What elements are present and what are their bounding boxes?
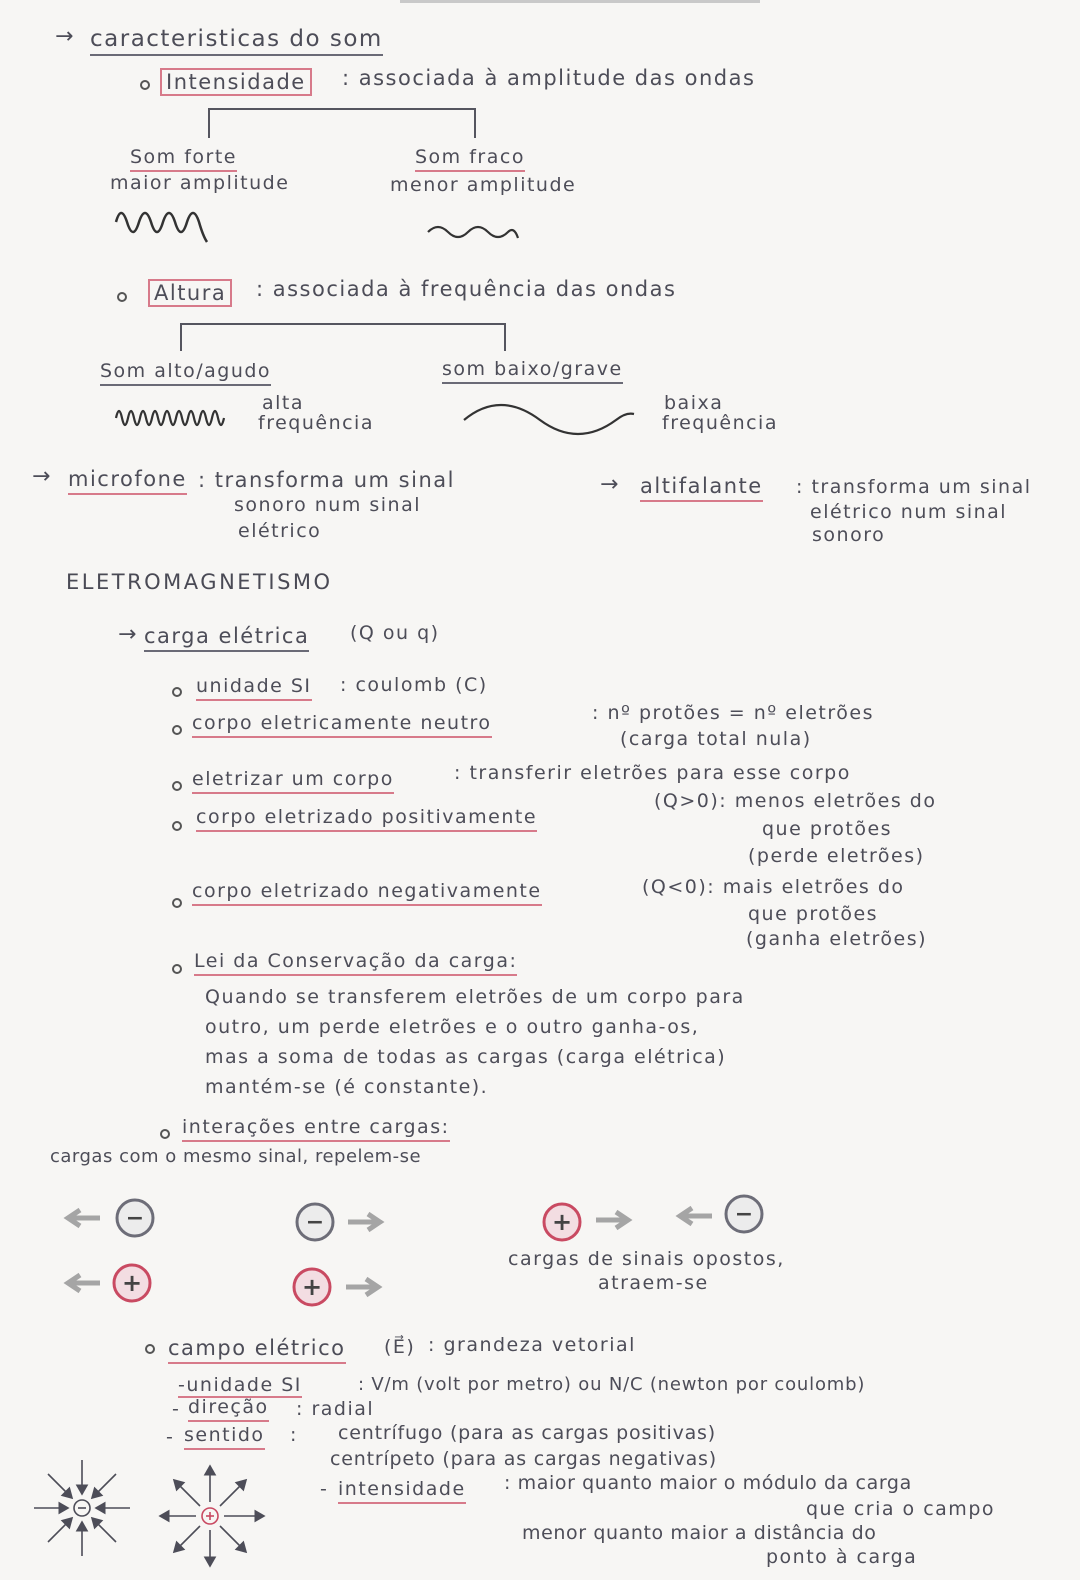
section-arrow-icon: → — [55, 24, 74, 49]
microphone-line-3: elétrico — [238, 520, 322, 542]
em-section-title: ELETROMAGNETISMO — [66, 570, 333, 594]
low-frequency-wave-icon — [464, 405, 634, 434]
field-unit-label: -unidade SI — [178, 1374, 302, 1396]
field-arrow-icon — [48, 1518, 72, 1542]
neutral-note: (carga total nula) — [620, 728, 812, 750]
field-arrow-icon — [220, 1526, 246, 1552]
field-arrow-icon — [48, 1474, 72, 1498]
field-sense-dash: - — [166, 1426, 175, 1448]
plus-sign: + — [551, 1208, 573, 1236]
positive-line-2: que protões — [762, 818, 893, 840]
same-sign-note: cargas com o mesmo sinal, repelem-se — [50, 1146, 422, 1167]
opposite-sign-note-2: atraem-se — [598, 1272, 709, 1294]
weak-wave-icon — [428, 227, 518, 238]
low-sound-note-1: baixa — [664, 392, 724, 414]
neutral-value: : nº protões = nº eletrões — [592, 702, 874, 724]
field-sense-line-1: centrífugo (para as cargas positivas) — [338, 1422, 716, 1444]
conservation-line-1: Quando se transferem eletrões de um corpo para — [205, 986, 745, 1008]
field-symbol: (E⃗) — [384, 1336, 416, 1358]
strong-sound-title: Som forte — [130, 146, 237, 172]
charge-arrow-icon: → — [118, 622, 137, 647]
unit-label: unidade SI — [196, 675, 312, 701]
high-sound-note-2: frequência — [258, 412, 374, 434]
negative-value: (Q<0): mais eletrões do — [642, 876, 905, 898]
weak-sound-title: Som fraco — [415, 146, 525, 172]
neutral-label: corpo eletricamente neutro — [192, 712, 492, 738]
high-sound-note-1: alta — [262, 392, 305, 414]
field-intensity-dash: - — [320, 1478, 329, 1500]
arrow-left-icon — [68, 1210, 100, 1226]
negative-line-2: que protões — [748, 903, 879, 925]
field-arrow-icon — [92, 1518, 116, 1542]
arrow-right-icon — [346, 1279, 378, 1295]
positive-field-diagram — [160, 1466, 264, 1566]
field-intensity-label: intensidade — [338, 1478, 466, 1504]
field-sense-colon: : — [290, 1424, 298, 1446]
repel-plus-pair — [68, 1265, 378, 1305]
microphone-term: microfone — [68, 467, 187, 495]
arrow-right-icon — [348, 1214, 380, 1230]
field-arrow-icon — [174, 1526, 200, 1552]
electrify-label: eletrizar um corpo — [192, 768, 394, 794]
conservation-line-2: outro, um perde eletrões e o outro ganha-os, — [205, 1016, 700, 1038]
field-direction-value: : radial — [296, 1398, 375, 1420]
conservation-label: Lei da Conservação da carga: — [194, 950, 517, 976]
field-arrow-icon — [92, 1474, 116, 1498]
field-arrow-icon — [220, 1480, 246, 1506]
repel-minus-pair — [68, 1200, 380, 1240]
low-sound-title: som baixo/grave — [442, 358, 623, 384]
field-direction-label: direção — [188, 1396, 269, 1422]
conservation-line-3: mas a soma de todas as cargas (carga elétrica) — [205, 1046, 727, 1068]
microphone-line-2: sonoro num sinal — [234, 494, 422, 516]
speaker-arrow-icon: → — [600, 472, 619, 497]
microphone-line-1: : transforma um sinal — [198, 468, 455, 492]
field-sense-line-2: centrípeto (para as cargas negativas) — [330, 1448, 717, 1470]
field-intensity-line-4: ponto à carga — [766, 1546, 918, 1568]
field-intensity-line-3: menor quanto maior a distância do — [522, 1522, 877, 1544]
positive-line-3: (perde eletrões) — [748, 845, 925, 867]
charge-term: carga elétrica — [144, 624, 309, 652]
microphone-arrow-icon: → — [32, 464, 51, 489]
interactions-label: interações entre cargas: — [182, 1116, 450, 1142]
field-unit-value: : V/m (volt por metro) ou N/C (newton por coulomb) — [358, 1374, 866, 1395]
field-direction-dash: - — [172, 1398, 181, 1420]
opposite-sign-note-1: cargas de sinais opostos, — [508, 1248, 785, 1270]
weak-sound-desc: menor amplitude — [390, 174, 577, 196]
attract-pair — [544, 1196, 762, 1240]
intensity-description: : associada à amplitude das ondas — [342, 66, 756, 90]
field-intensity-line-1: : maior quanto maior o módulo da carga — [504, 1472, 912, 1494]
strong-sound-desc: maior amplitude — [110, 172, 290, 194]
conservation-line-4: mantém-se (é constante). — [205, 1076, 489, 1098]
plus-sign: + — [121, 1269, 143, 1297]
positive-label: corpo eletrizado positivamente — [196, 806, 537, 832]
negative-label: corpo eletrizado negativamente — [192, 880, 542, 906]
positive-value: (Q>0): menos eletrões do — [654, 790, 937, 812]
field-arrow-icon — [174, 1480, 200, 1506]
field-sense-label: sentido — [184, 1424, 265, 1450]
plus-sign: + — [301, 1273, 323, 1301]
arrow-left-icon — [68, 1275, 100, 1291]
pitch-description: : associada à frequência das ondas — [256, 277, 677, 301]
arrow-left-icon — [680, 1208, 712, 1224]
minus-sign: − — [125, 1206, 145, 1231]
speaker-line-3: sonoro — [812, 524, 886, 546]
negative-line-3: (ganha eletrões) — [746, 928, 928, 950]
arrow-right-icon — [596, 1212, 628, 1228]
speaker-line-1: : transforma um sinal — [796, 476, 1032, 498]
negative-field-diagram — [34, 1460, 130, 1556]
low-sound-note-2: frequência — [662, 412, 778, 434]
pitch-label: Altura — [148, 279, 232, 307]
unit-value: : coulomb (C) — [340, 674, 488, 696]
strong-wave-icon — [116, 213, 207, 242]
electrify-value: : transferir eletrões para esse corpo — [454, 762, 851, 784]
speaker-line-2: elétrico num sinal — [810, 501, 1008, 523]
field-desc: : grandeza vetorial — [428, 1334, 636, 1356]
field-intensity-line-2: que cria o campo — [806, 1498, 995, 1520]
speaker-term: altifalante — [640, 474, 763, 502]
field-label: campo elétrico — [168, 1336, 346, 1364]
sound-section-title: caracteristicas do som — [90, 26, 383, 56]
intensity-label: Intensidade — [160, 68, 312, 96]
high-sound-title: Som alto/agudo — [100, 360, 271, 386]
charge-symbol: (Q ou q) — [350, 622, 440, 644]
minus-sign: − — [305, 1210, 325, 1235]
minus-sign: − — [734, 1202, 754, 1227]
high-frequency-wave-icon — [116, 411, 224, 425]
